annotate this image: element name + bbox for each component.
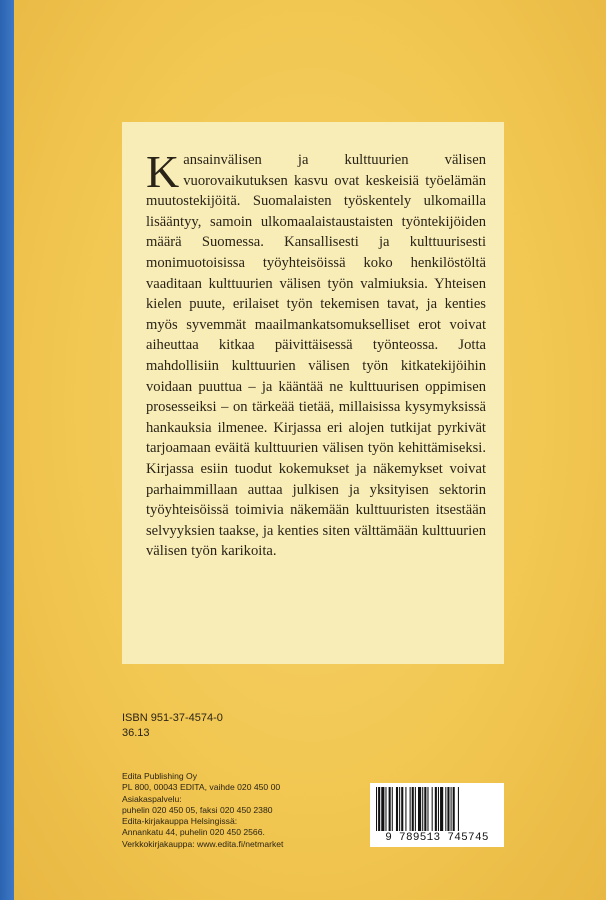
barcode-bar <box>381 787 384 831</box>
barcode-bar <box>392 787 393 831</box>
publisher-address: PL 800, 00043 EDITA, vaihde 020 450 00 <box>122 782 281 793</box>
barcode-bar <box>418 787 421 831</box>
isbn-block <box>122 711 223 741</box>
barcode-bar <box>401 787 403 831</box>
barcode-bar <box>396 787 398 831</box>
publisher-info <box>122 771 283 850</box>
barcode-bar <box>445 787 446 831</box>
back-cover-blurb <box>146 146 486 562</box>
classification-code: 36.13 <box>122 727 150 739</box>
barcode-bar <box>385 787 386 831</box>
publisher-name: Edita Publishing Oy <box>122 771 197 781</box>
barcode-bar <box>376 787 377 831</box>
barcode-bar <box>458 787 459 831</box>
blurb-text: ansainvälisen ja kulttuurien välisen vuorovaikutuksen kasvu ovat keskeisiä työelämän muutostekijöitä. Suomalaisten työskentely ulkomailla lisääntyy, samoin ulkomaalaistaustaisten työntekijöiden määrä Suomessa. Kansallisesti ja kulttuurisesti monimuotoisissa työyhteisöissä koko henkilöstöltä vaaditaan kulttuurien välisen työn valmiuksia. Yhteisen kielen puute, erilaiset työn tekemisen tavat, ja kenties myös syvemmät maailmankatsomukselliset erot voivat aiheuttaa kitkaa päivittäisessä työnteossa. Jotta mahdollisiin kulttuurien välisen työn kitkatekijöihin voidaan puuttua – ja kääntää ne kulttuurisen oppimisen prosesseiksi – on tärkeää tietää, millaisissa kysymyksissä hankauksia ilmenee. Kirjassa eri alojen tutkijat pyrkivät tarjoamaan eväitä kulttuurien välisen työn kehittämiseksi. Kirjassa esiin tuodut kokemukset ja näkemykset voivat parhaimmillaan auttaa julkisen ja yksityisen sektorin työyhteisöissä toimivia näkemään kulttuuristen itsestään selvyyksien taakse, ja kenties siten välttämään kulttuurien välisen työn karikoita. <box>146 152 486 560</box>
book-spine <box>0 0 14 900</box>
barcode-bar <box>405 787 406 831</box>
barcode-digits: 9 789513 745745 <box>385 832 489 844</box>
bookstore-address: Annankatu 44, puhelin 020 450 2566. <box>122 827 265 838</box>
barcode-bars <box>374 787 500 831</box>
barcode-bar <box>435 787 437 831</box>
barcode <box>370 783 504 847</box>
customer-service-label: Asiakaspalvelu: <box>122 793 182 804</box>
barcode-bar <box>410 787 411 831</box>
barcode-bar <box>440 787 443 831</box>
drop-cap: K <box>146 146 180 197</box>
online-store: Verkkokirjakauppa: www.edita.fi/netmarket <box>122 838 284 849</box>
bookstore-label: Edita-kirjakauppa Helsingissä: <box>122 816 238 827</box>
barcode-bar <box>427 787 428 831</box>
barcode-bar <box>422 787 423 831</box>
isbn-number: ISBN 951-37-4574-0 <box>122 712 223 724</box>
barcode-bar <box>438 787 439 831</box>
barcode-bar <box>412 787 414 831</box>
customer-service-phone: puhelin 020 450 05, faksi 020 450 2380 <box>122 804 273 815</box>
barcode-bar <box>453 787 455 831</box>
barcode-bar <box>415 787 416 831</box>
barcode-bar <box>447 787 449 831</box>
barcode-bar <box>378 787 380 831</box>
barcode-bar <box>399 787 400 831</box>
barcode-bar <box>389 787 391 831</box>
barcode-bar <box>432 787 433 831</box>
barcode-bar <box>451 787 452 831</box>
barcode-bar <box>424 787 426 831</box>
